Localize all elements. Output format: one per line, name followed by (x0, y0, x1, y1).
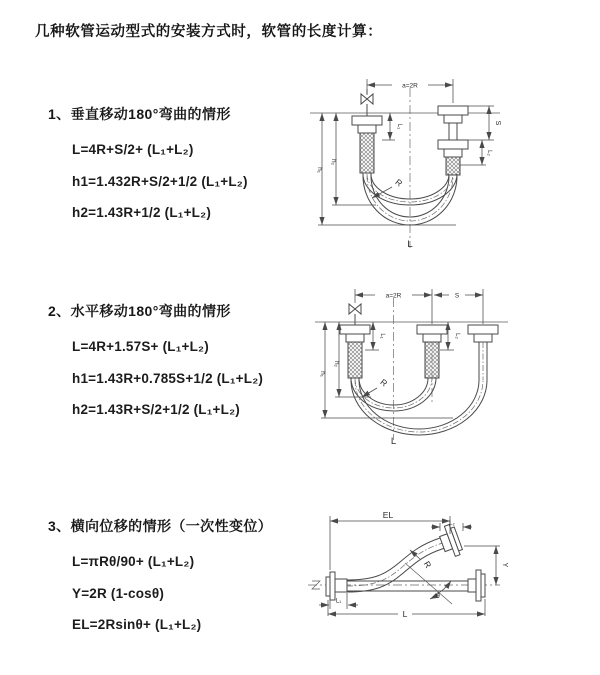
dim-label-r: R (378, 376, 390, 389)
dim-label-h1: h₁ (319, 371, 326, 377)
right-pipe-flange (468, 570, 485, 601)
braided-hose-section (360, 133, 374, 173)
angle-theta (405, 563, 452, 604)
dim-label-theta: θ (436, 593, 440, 600)
dim-label-a-2r: a=2R (402, 82, 418, 90)
section-1-heading: 1、垂直移动180°弯曲的情形 (48, 106, 231, 122)
formula-line: L=πRθ/90+ (L₁+L₂) (72, 554, 195, 569)
section-1 (48, 104, 318, 229)
diagram-lateral-displacement (300, 508, 600, 630)
braided-hose-section (446, 157, 460, 175)
formula-line: EL=2Rsinθ+ (L₁+L₂) (72, 617, 202, 632)
valve-icon (361, 89, 373, 116)
diagram-horizontal-180-bend (313, 280, 600, 448)
dim-label-s: S (454, 292, 460, 300)
dim-label-l2: L₂ (454, 333, 460, 339)
middle-pipe-flange (417, 325, 447, 378)
section-2-heading: 2、水平移动180°弯曲的情形 (48, 303, 231, 319)
dim-label-a-2r: a=2R (385, 292, 402, 300)
left-pipe-flange (340, 325, 370, 378)
formula-line: Y=2R (1-cosθ) (72, 585, 165, 601)
dim-label-el: EL (382, 510, 394, 520)
dim-label-l-total: L (390, 436, 397, 447)
section-3 (48, 516, 318, 641)
dim-label-l2: L₂ (449, 521, 455, 527)
dim-label-l1: L₁ (379, 333, 385, 339)
section-3-formulas (72, 546, 318, 641)
dim-label-r: R (421, 559, 434, 570)
formula-line: L=4R+1.57S+ (L₁+L₂) (72, 339, 209, 354)
dim-l1 (382, 113, 402, 140)
formula-line: h2=1.43R+S/2+1/2 (L₁+L₂) (72, 402, 240, 417)
moved-pipe-flange (468, 325, 498, 380)
braided-hose-section (348, 342, 362, 378)
dim-s (434, 293, 483, 300)
section-2 (48, 301, 318, 426)
dim-l-total (328, 599, 485, 619)
formula-line: h1=1.432R+S/2+1/2 (L₁+L₂) (72, 173, 248, 189)
dim-label-h2: h₂ (330, 158, 337, 166)
dim-label-l1: L₁ (335, 598, 342, 605)
formula-line: L=4R+S/2+ (L₁+L₂) (72, 142, 194, 157)
dim-label-l-total: L (407, 239, 413, 250)
dim-label-r: R (393, 176, 405, 189)
dim-label-l2: L₂ (486, 150, 492, 156)
left-pipe-flange (326, 572, 347, 600)
left-pipe-flange (352, 116, 382, 173)
dim-label-l: L (402, 609, 408, 619)
dim-a-2r (355, 289, 483, 324)
dim-label-s: S (494, 120, 501, 126)
page-title: 几种软管运动型式的安装方式时，软管的长度计算： (35, 24, 383, 40)
dim-label-l1: L₁ (396, 123, 402, 130)
section-2-formulas (72, 331, 318, 426)
section-1-formulas (72, 134, 318, 229)
dim-label-h1: h₁ (316, 167, 323, 173)
formula-line: h2=1.43R+1/2 (L₁+L₂) (72, 205, 212, 220)
dim-label-h2: h₂ (333, 360, 340, 368)
formula-line: h1=1.43R+0.785S+1/2 (L₁+L₂) (72, 370, 264, 386)
radius-leader (410, 550, 433, 570)
braided-hose-section (425, 342, 439, 378)
hose-u-bend (351, 378, 487, 435)
section-3-heading: 3、横向位移的情形（一次性变位） (48, 518, 273, 534)
dim-l1 (319, 593, 358, 609)
dim-label-y: Y (501, 562, 508, 568)
diagram-vertical-180-bend (308, 66, 598, 260)
dim-s (468, 106, 501, 140)
